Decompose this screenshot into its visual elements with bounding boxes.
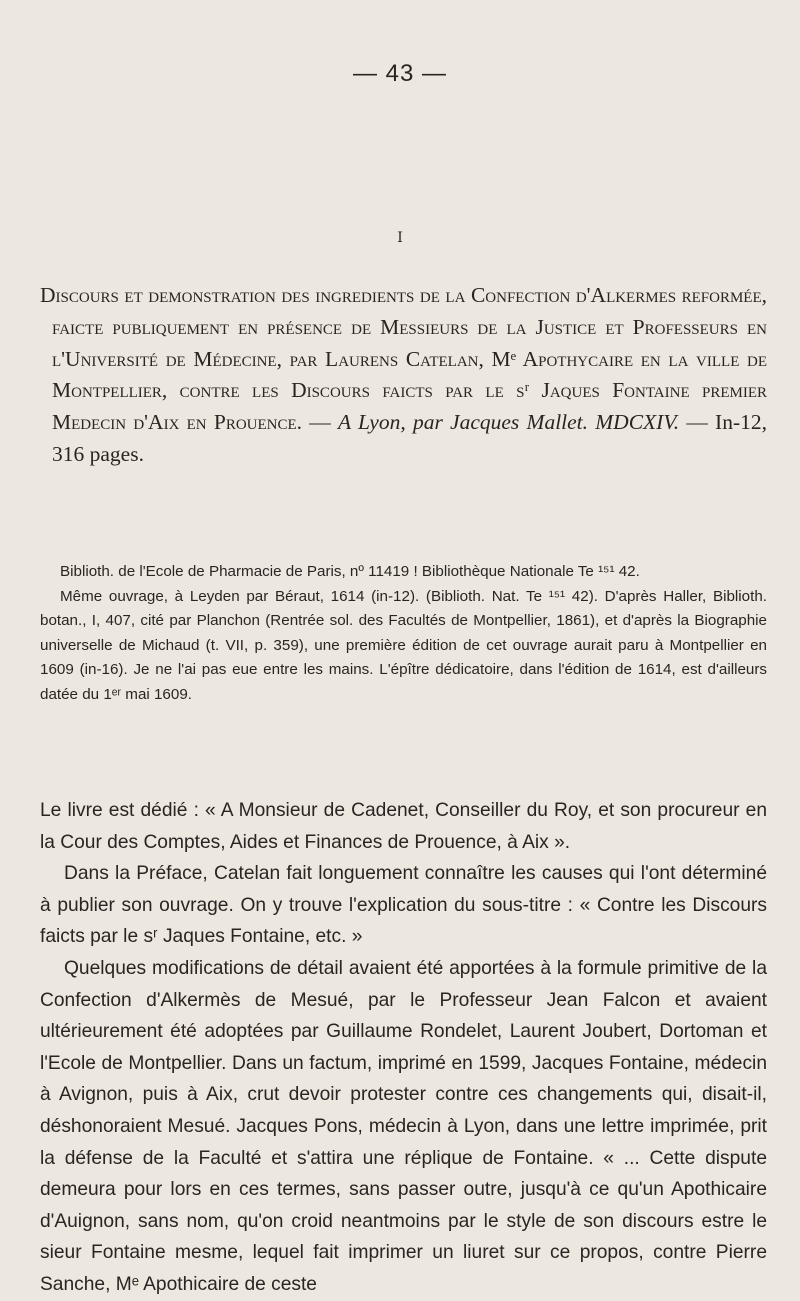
page-number: — 43 — <box>352 60 448 87</box>
body-text <box>40 795 767 1301</box>
entry-imprint-place: A Lyon, par Jacques Mallet. MDCXIV. <box>338 410 680 435</box>
entry-imprint-format: — In-12, 316 pages. <box>52 410 767 466</box>
bibliographic-notes <box>40 560 767 708</box>
body-paragraph: Dans la Préface, Catelan fait longuement connaître les causes qui l'ont déterminé à publier son ouvrage. On y trouve l'explication du sous-titre : « Contre les Discours faicts par le sʳ Jaques Fontaine, etc. » <box>40 863 767 948</box>
note-paragraph: Même ouvrage, à Leyden par Béraut, 1614 (in-12). (Biblioth. Nat. Te ¹⁵¹ 42). D'après Haller, Biblioth. botan., I, 407, cité par Planchon (Rentrée sol. des Facultés de Montpellier, 1861), et d'après la Biographie universelle de Michaud (t. VII, p. 359), une première édition de cet ouvrage aurait paru à Montpellier en 1609 (in-16). Je ne l'ai pas eue entre les mains. L'épître dédicatoire, dans l'édition de 1614, est d'ailleurs datée du 1ᵉʳ mai 1609. <box>40 587 767 703</box>
body-paragraph: Quelques modifications de détail avaient été apportées à la formule primitive de la Confection d'Alkermès de Mesué, par le Professeur Jean Falcon et avaient ultérieurement été adoptées par Guillaume Rondelet, Laurent Joubert, Dortoman et l'Ecole de Montpellier. Dans un factum, imprimé en 1599, Jacques Fontaine, médecin à Avignon, puis à Aix, crut devoir protester contre ces changements qui, disait-il, déshonoraient Mesué. Jacques Pons, médecin à Lyon, dans une lettre imprimée, prit la défense de la Faculté et s'attira une réplique de Fontaine. « ... Cette dispute demeura pour lors en ces termes, sans passer outre, jusqu'à ce qu'un Apothicaire d'Auignon, sans nom, qu'on croid neantmoins par le style de son discours estre le sieur Fontaine mesme, lequel fait imprimer un liuret sur ce propos, contre Pierre Sanche, Mᵉ Apothicaire de ceste <box>40 957 767 1295</box>
entry-title-text: Discours et demonstration des ingredients de la Confection d'Alkermes reformée, faicte publiquement en présence de Messieurs de la Justice et Professeurs en l'Université de Médecine, par Laurens Catelan, Mᵉ Apothycaire en la ville de Montpellier, contre les Discours faicts par le sʳ Jaques Fontaine premier Medecin d'Aix en Prouence. — <box>40 283 767 435</box>
section-number: I <box>397 230 403 246</box>
note-paragraph: Biblioth. de l'Ecole de Pharmacie de Paris, nº 11419 ! Bibliothèque Nationale Te ¹⁵¹ 42. <box>60 563 640 580</box>
bibliographic-entry-title <box>40 280 767 471</box>
body-paragraph: Le livre est dédié : « A Monsieur de Cadenet, Conseiller du Roy, et son procureur en la Cour des Comptes, Aides et Finances de Prouence, à Aix ». <box>40 800 767 853</box>
